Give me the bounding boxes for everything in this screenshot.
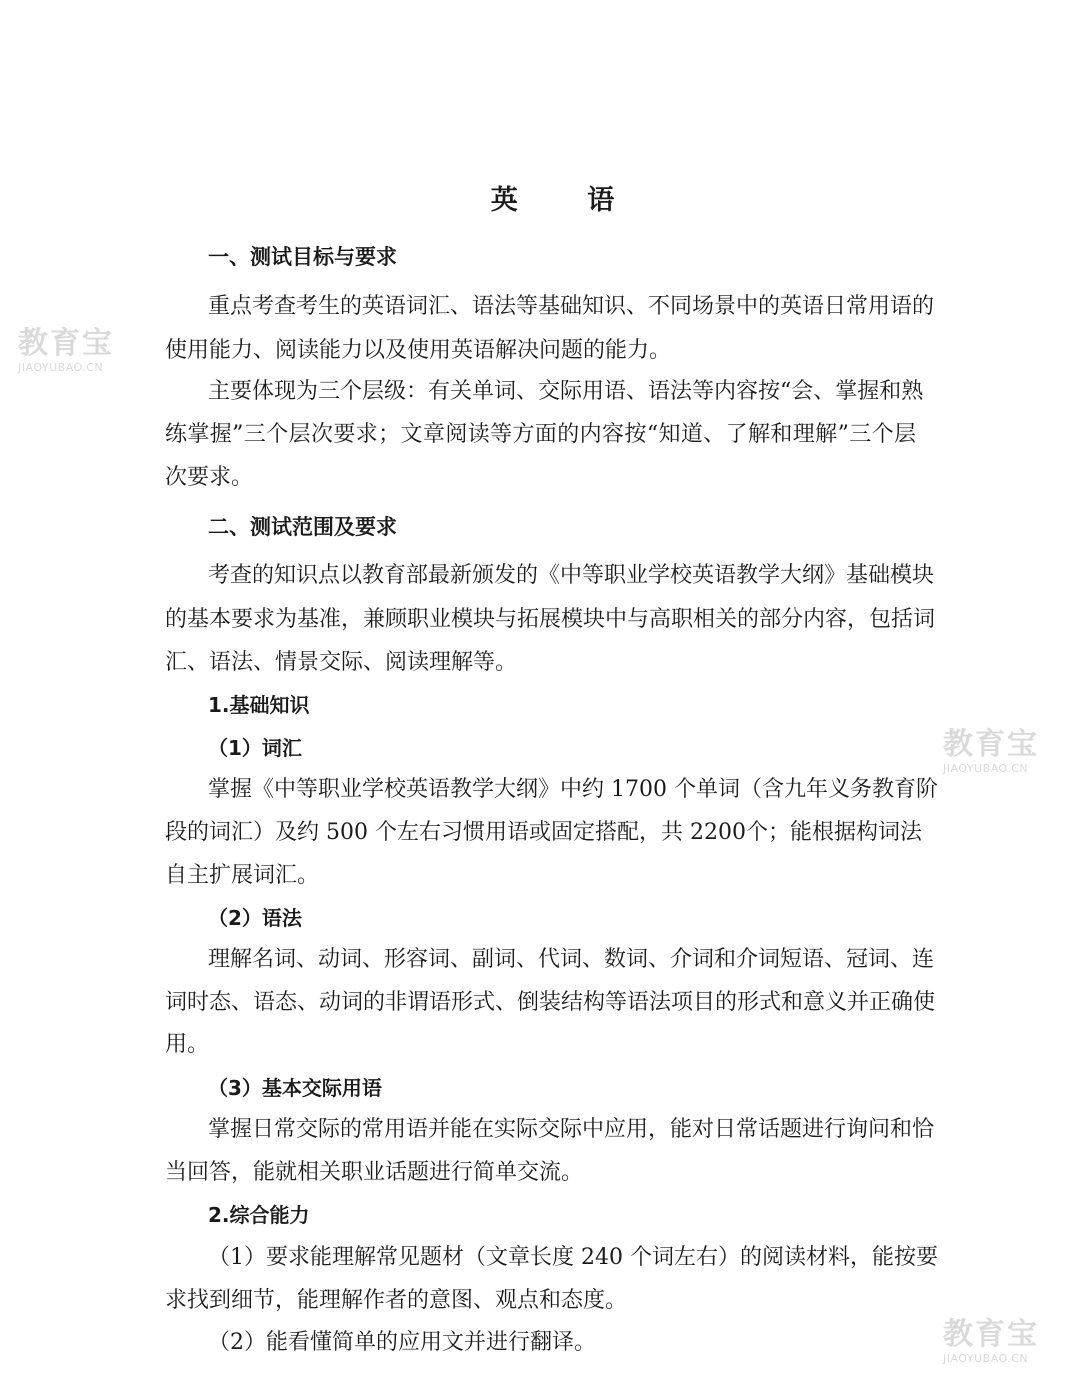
subheading-vocabulary: （1）词汇 xyxy=(208,736,302,760)
section-heading-goals: 一、测试目标与要求 xyxy=(208,245,397,269)
subheading-communication: （3）基本交际用语 xyxy=(208,1076,382,1100)
paragraph-line: 当回答，能就相关职业话题进行简单交流。 xyxy=(165,1160,584,1185)
paragraph-line: 汇、语法、情景交际、阅读理解等。 xyxy=(165,650,518,675)
watermark-logo: 教育宝 xyxy=(943,1317,1039,1352)
watermark xyxy=(18,327,138,375)
subheading-basic-knowledge: 1.基础知识 xyxy=(208,693,310,717)
paragraph-line: 掌握日常交际的常用语并能在实际交际中应用，能对日常话题进行询问和恰 xyxy=(208,1117,935,1142)
paragraph-line: 重点考查考生的英语词汇、语法等基础知识、不同场景中的英语日常用语的 xyxy=(208,294,935,319)
watermark-logo: 教育宝 xyxy=(18,326,114,361)
watermark xyxy=(943,1318,1063,1366)
paragraph-line: 考查的知识点以教育部最新颁发的《中等职业学校英语教学大纲》基础模块 xyxy=(208,563,935,588)
paragraph-line: 求找到细节，能理解作者的意图、观点和态度。 xyxy=(165,1288,628,1313)
page-title: 英 语 xyxy=(490,185,645,216)
watermark xyxy=(943,728,1063,776)
watermark-logo: 教育宝 xyxy=(943,727,1039,762)
paragraph-line: 主要体现为三个层级：有关单词、交际用语、语法等内容按“会、掌握和熟 xyxy=(208,379,924,404)
paragraph-line: （2）能看懂简单的应用文并进行翻译。 xyxy=(208,1330,596,1355)
watermark-url: JIAOYUBAO.CN xyxy=(943,762,1029,775)
paragraph-line: 段的词汇）及约 500 个左右习惯用语或固定搭配，共 2200个；能根据构词法 xyxy=(165,820,922,845)
watermark-url: JIAOYUBAO.CN xyxy=(18,361,104,374)
paragraph-line: 自主扩展词汇。 xyxy=(165,863,320,888)
paragraph-line: 用。 xyxy=(165,1032,210,1057)
subheading-comprehensive-ability: 2.综合能力 xyxy=(208,1203,310,1227)
paragraph-line: 词时态、语态、动词的非谓语形式、倒装结构等语法项目的形式和意义并正确使 xyxy=(165,990,936,1015)
paragraph-line: 的基本要求为基准，兼顾职业模块与拓展模块中与高职相关的部分内容，包括词 xyxy=(165,607,936,632)
subheading-grammar: （2）语法 xyxy=(208,906,302,930)
section-heading-scope: 二、测试范围及要求 xyxy=(208,515,397,539)
watermark-url: JIAOYUBAO.CN xyxy=(943,1352,1029,1365)
paragraph-line: 次要求。 xyxy=(165,465,254,490)
paragraph-line: （1）要求能理解常见题材（文章长度 240 个词左右）的阅读材料，能按要 xyxy=(208,1245,938,1270)
paragraph-line: 理解名词、动词、形容词、副词、代词、数词、介词和介词短语、冠词、连 xyxy=(208,947,935,972)
paragraph-line: 练掌握”三个层次要求；文章阅读等方面的内容按“知道、了解和理解”三个层 xyxy=(165,422,916,447)
paragraph-line: 掌握《中等职业学校英语教学大纲》中约 1700 个单词（含九年义务教育阶 xyxy=(208,777,938,802)
paragraph-line: 使用能力、阅读能力以及使用英语解决问题的能力。 xyxy=(165,338,672,363)
